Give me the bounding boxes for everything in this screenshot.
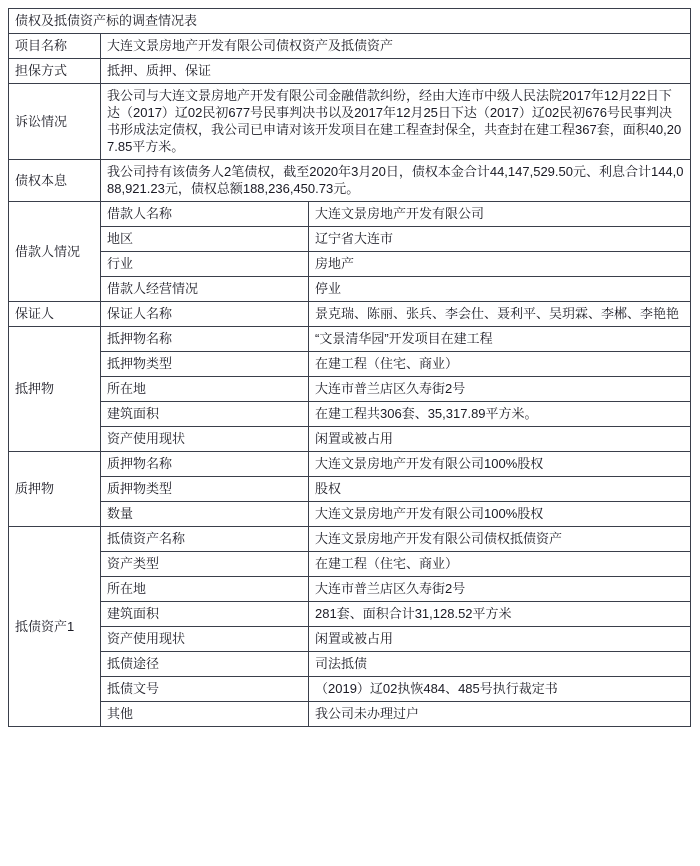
sub-label-debt-asset-3: 建筑面积 [101, 602, 309, 627]
sub-label-borrower-3: 借款人经营情况 [101, 277, 309, 302]
sub-label-debt-asset-0: 抵债资产名称 [101, 527, 309, 552]
row-label-project-name: 项目名称 [9, 34, 101, 59]
table-row-litigation [9, 84, 691, 160]
sub-label-debt-asset-4: 资产使用现状 [101, 627, 309, 652]
sub-label-pledge-0: 质押物名称 [101, 452, 309, 477]
table-row-pledge-1 [9, 477, 691, 502]
table-row-principal-interest [9, 160, 691, 202]
table-row-mortgage-4 [9, 427, 691, 452]
table-row-borrower-0 [9, 202, 691, 227]
sub-label-borrower-1: 地区 [101, 227, 309, 252]
section-label-borrower: 借款人情况 [9, 202, 101, 302]
table-row-debt-asset-2 [9, 577, 691, 602]
sub-value-borrower-0: 大连文景房地产开发有限公司 [309, 202, 691, 227]
table-row-guarantor-0 [9, 302, 691, 327]
sub-label-mortgage-0: 抵押物名称 [101, 327, 309, 352]
table-row-pledge-0 [9, 452, 691, 477]
table-body [9, 9, 691, 727]
table-row-debt-asset-7 [9, 702, 691, 727]
sub-value-mortgage-2: 大连市普兰店区久寿街2号 [309, 377, 691, 402]
sub-label-pledge-1: 质押物类型 [101, 477, 309, 502]
sub-value-debt-asset-5: 司法抵债 [309, 652, 691, 677]
sub-label-debt-asset-6: 抵债文号 [101, 677, 309, 702]
table-row-pledge-2 [9, 502, 691, 527]
sub-value-borrower-1: 辽宁省大连市 [309, 227, 691, 252]
sub-value-debt-asset-4: 闲置或被占用 [309, 627, 691, 652]
sub-value-debt-asset-2: 大连市普兰店区久寿街2号 [309, 577, 691, 602]
sub-value-debt-asset-0: 大连文景房地产开发有限公司债权抵债资产 [309, 527, 691, 552]
table-row-debt-asset-4 [9, 627, 691, 652]
sub-value-debt-asset-7: 我公司未办理过户 [309, 702, 691, 727]
sub-value-pledge-0: 大连文景房地产开发有限公司100%股权 [309, 452, 691, 477]
sub-value-mortgage-0: “文景清华园”开发项目在建工程 [309, 327, 691, 352]
sub-value-mortgage-1: 在建工程（住宅、商业） [309, 352, 691, 377]
sub-label-borrower-2: 行业 [101, 252, 309, 277]
table-row-mortgage-1 [9, 352, 691, 377]
table-row-mortgage-3 [9, 402, 691, 427]
sub-label-mortgage-1: 抵押物类型 [101, 352, 309, 377]
table-row-guarantee-method [9, 59, 691, 84]
sub-label-mortgage-2: 所在地 [101, 377, 309, 402]
sub-label-guarantor-0: 保证人名称 [101, 302, 309, 327]
table-row-project-name [9, 34, 691, 59]
sub-label-debt-asset-1: 资产类型 [101, 552, 309, 577]
document-title: 债权及抵债资产标的调查情况表 [9, 9, 691, 34]
table-row-mortgage-2 [9, 377, 691, 402]
table-row-debt-asset-3 [9, 602, 691, 627]
row-label-principal-interest: 债权本息 [9, 160, 101, 202]
sub-value-pledge-1: 股权 [309, 477, 691, 502]
sub-value-borrower-2: 房地产 [309, 252, 691, 277]
row-label-guarantee-method: 担保方式 [9, 59, 101, 84]
table-row-mortgage-0 [9, 327, 691, 352]
table-row-debt-asset-6 [9, 677, 691, 702]
sub-label-mortgage-4: 资产使用现状 [101, 427, 309, 452]
table-row-borrower-3 [9, 277, 691, 302]
section-label-mortgage: 抵押物 [9, 327, 101, 452]
table-row-borrower-2 [9, 252, 691, 277]
sub-value-debt-asset-3: 281套、面积合计31,128.52平方米 [309, 602, 691, 627]
sub-label-borrower-0: 借款人名称 [101, 202, 309, 227]
document-sheet [8, 8, 690, 727]
row-label-litigation: 诉讼情况 [9, 84, 101, 160]
sub-value-debt-asset-6: （2019）辽02执恢484、485号执行裁定书 [309, 677, 691, 702]
sub-label-debt-asset-5: 抵债途径 [101, 652, 309, 677]
table-row-debt-asset-1 [9, 552, 691, 577]
sub-value-guarantor-0: 景克瑞、陈丽、张兵、李会仕、聂利平、吴玥霖、李郴、李艳艳 [309, 302, 691, 327]
table-row-debt-asset-0 [9, 527, 691, 552]
row-value-litigation: 我公司与大连文景房地产开发有限公司金融借款纠纷，经由大连市中级人民法院2017年12月22日下达（2017）辽02民初677号民事判决书以及2017年12月25日下达（2017）辽02民初676号民事判决书形成法定债权，我公司已申请对该开发项目在建工程查封保全，共查封在建工程367套，面积40,207.85平方米。 [101, 84, 691, 160]
section-label-pledge: 质押物 [9, 452, 101, 527]
investigation-table [8, 8, 691, 727]
table-row-title [9, 9, 691, 34]
table-row-debt-asset-5 [9, 652, 691, 677]
sub-label-debt-asset-7: 其他 [101, 702, 309, 727]
table-row-borrower-1 [9, 227, 691, 252]
sub-label-mortgage-3: 建筑面积 [101, 402, 309, 427]
row-value-project-name: 大连文景房地产开发有限公司债权资产及抵债资产 [101, 34, 691, 59]
row-value-principal-interest: 我公司持有该债务人2笔债权，截至2020年3月20日，债权本金合计44,147,529.50元、利息合计144,088,921.23元，债权总额188,236,450.73元。 [101, 160, 691, 202]
sub-value-mortgage-3: 在建工程共306套、35,317.89平方米。 [309, 402, 691, 427]
sub-label-debt-asset-2: 所在地 [101, 577, 309, 602]
section-label-guarantor: 保证人 [9, 302, 101, 327]
sub-label-pledge-2: 数量 [101, 502, 309, 527]
sub-value-debt-asset-1: 在建工程（住宅、商业） [309, 552, 691, 577]
sub-value-borrower-3: 停业 [309, 277, 691, 302]
sub-value-mortgage-4: 闲置或被占用 [309, 427, 691, 452]
row-value-guarantee-method: 抵押、质押、保证 [101, 59, 691, 84]
section-label-debt-offset-asset: 抵债资产1 [9, 527, 101, 727]
sub-value-pledge-2: 大连文景房地产开发有限公司100%股权 [309, 502, 691, 527]
